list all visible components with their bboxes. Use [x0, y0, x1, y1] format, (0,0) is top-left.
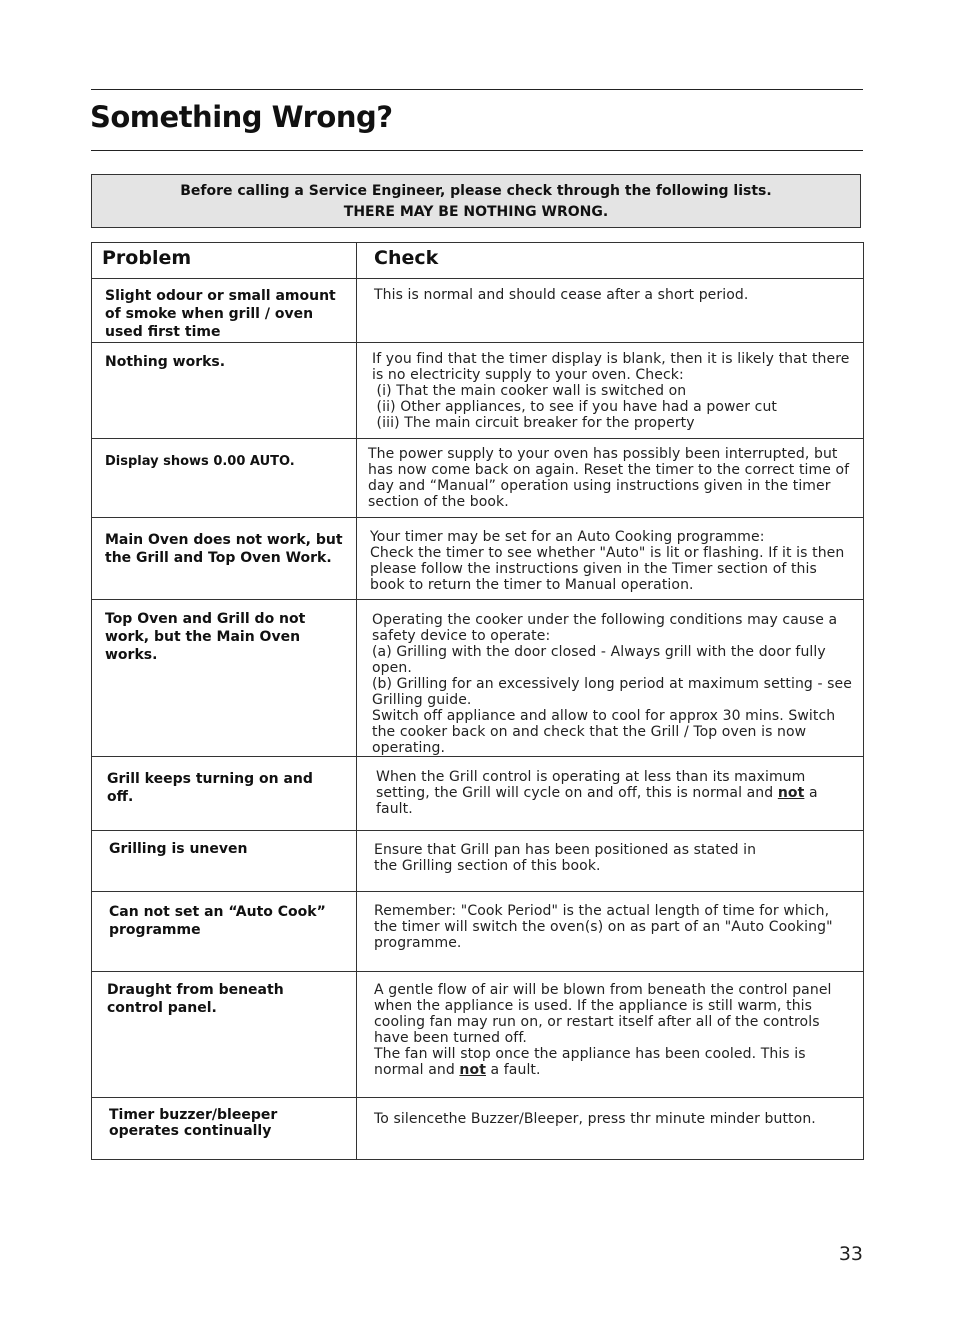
table-row [92, 439, 864, 518]
table-row [92, 279, 864, 343]
check-text: A gentle flow of air will be blown from beneath the control panel when the appliance is used. If the appliance is still warm, this cooling fan may run on, or restart itself after all of the controls have been turned off. [374, 982, 832, 1046]
check-cell [357, 831, 864, 892]
check-cell [357, 600, 864, 757]
page-number: 33 [838, 1243, 863, 1265]
emphasis-not: not [777, 785, 805, 801]
check-text: Ensure that Grill pan has been positioned as stated in [374, 842, 757, 858]
problem-cell: Top Oven and Grill do not work, but the Main Oven works. [92, 600, 357, 757]
notice-box [91, 174, 861, 228]
table-row [92, 892, 864, 972]
check-text: (iii) The main circuit breaker for the property [372, 415, 695, 431]
table-row [92, 518, 864, 600]
table-row [92, 972, 864, 1098]
check-text: If you find that the timer display is blank, then it is likely that there is no electricity supply to your oven. Check: [372, 351, 850, 383]
check-text: a fault. [485, 1062, 541, 1078]
check-cell [357, 892, 864, 972]
problem-cell: Timer buzzer/bleeper operates continually [92, 1098, 357, 1160]
check-text: Operating the cooker under the following conditions may cause a safety device to operate: [372, 612, 838, 644]
check-text: Your timer may be set for an Auto Cooking programme: [370, 529, 765, 545]
check-column-header: Check [357, 243, 864, 279]
problem-cell: Grilling is uneven [92, 831, 357, 892]
check-text: When the Grill control is operating at less than its maximum setting, the Grill will cycle on and off, this is normal and [376, 769, 806, 801]
notice-line-2: THERE MAY BE NOTHING WRONG. [343, 204, 609, 220]
problem-cell: Main Oven does not work, but the Grill and Top Oven Work. [92, 518, 357, 600]
troubleshooting-table [91, 242, 864, 1160]
check-text: (a) Grilling with the door closed - Always grill with the door fully open. [372, 644, 826, 676]
problem-cell: Can not set an “Auto Cook” programme [92, 892, 357, 972]
check-cell [357, 343, 864, 439]
check-cell [357, 439, 864, 518]
notice-line-1: Before calling a Service Engineer, please check through the following lists. [180, 183, 772, 199]
check-text: The fan will stop once the appliance has been cooled. This is normal and [374, 1046, 806, 1078]
problem-cell: Nothing works. [92, 343, 357, 439]
top-rule [91, 89, 863, 90]
check-text: This is normal and should cease after a short period. [374, 287, 749, 303]
problem-cell: Grill keeps turning on and off. [92, 757, 357, 831]
check-text: Switch off appliance and allow to cool for approx 30 mins. Switch the cooker back on and check that the Grill / Top oven is now operating. [372, 708, 836, 756]
problem-column-header: Problem [92, 243, 357, 279]
check-cell [357, 1098, 864, 1160]
problem-cell: Display shows 0.00 AUTO. [92, 439, 357, 518]
table-row [92, 757, 864, 831]
check-text: (b) Grilling for an excessively long period at maximum setting - see Grilling guide. [372, 676, 852, 708]
check-text: (i) That the main cooker wall is switched on [372, 383, 687, 399]
page-title: Something Wrong? [90, 100, 393, 134]
title-underline [91, 150, 863, 151]
problem-cell: Draught from beneath control panel. [92, 972, 357, 1098]
problem-cell: Slight odour or small amount of smoke when grill / oven used first time [92, 279, 357, 343]
table-row [92, 343, 864, 439]
check-text: The power supply to your oven has possibly been interrupted, but has now come back on again. Reset the timer to the correct time of day and “Manual” operation using instructions given in the timer section of the book. [368, 446, 850, 510]
check-cell [357, 518, 864, 600]
check-text: Remember: "Cook Period" is the actual length of time for which, the timer will switch the oven(s) on as part of an "Auto Cooking" programme. [374, 903, 833, 951]
table-header-row [92, 243, 864, 279]
check-cell [357, 757, 864, 831]
check-text: (ii) Other appliances, to see if you have had a power cut [372, 399, 778, 415]
emphasis-not: not [459, 1062, 486, 1078]
check-text: Check the timer to see whether "Auto" is lit or flashing. If it is then please follow the instructions given in the Timer section of this book to return the timer to Manual operation. [370, 545, 845, 593]
check-cell [357, 279, 864, 343]
table-row [92, 1098, 864, 1160]
check-text-wrapper [374, 1046, 851, 1078]
check-text: the Grilling section of this book. [374, 858, 601, 874]
table-row [92, 831, 864, 892]
check-text: a fault. [376, 785, 818, 817]
table-row [92, 600, 864, 757]
check-text: To silencethe Buzzer/Bleeper, press thr minute minder button. [374, 1111, 816, 1127]
check-cell [357, 972, 864, 1098]
